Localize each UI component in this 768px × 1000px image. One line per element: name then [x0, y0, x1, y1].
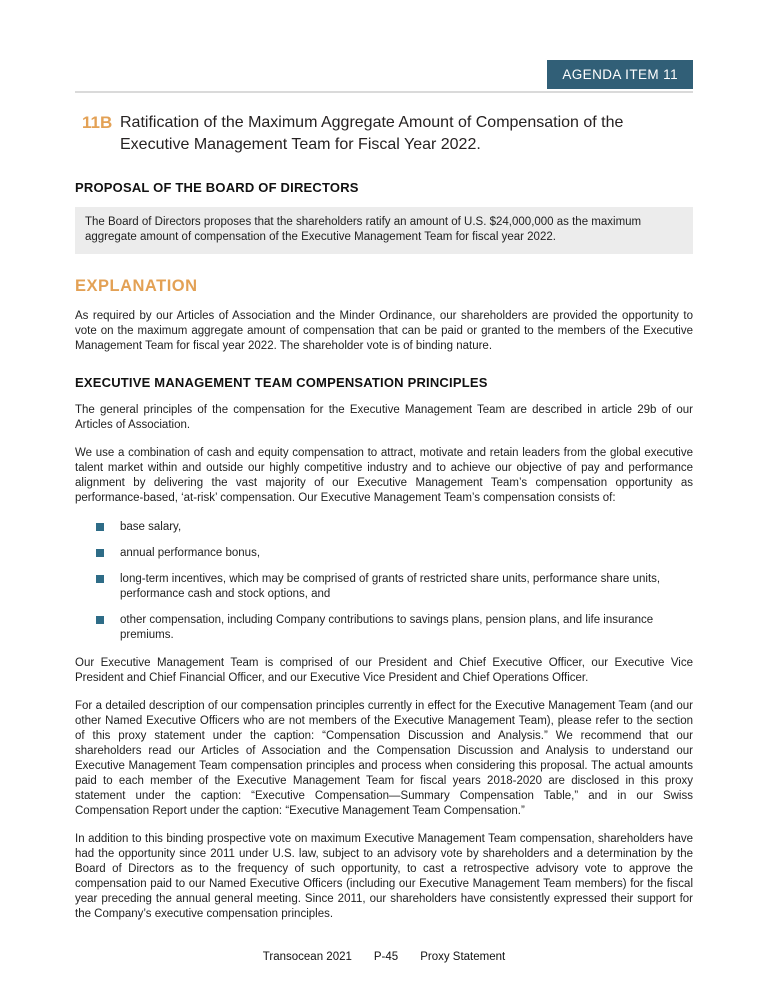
explanation-paragraph: As required by our Articles of Association and the Minder Ordinance, our shareholders are provided the opportunity to vote on the maximum aggregate amount of compensation that can be paid or granted to the members of the Executive Management Team for fiscal year 2022. The shareholder vote is of binding nature.: [75, 309, 693, 352]
square-bullet-icon: [96, 523, 104, 531]
proposal-number: 11B: [82, 112, 113, 132]
board-proposal-heading: PROPOSAL OF THE BOARD OF DIRECTORS: [75, 179, 359, 195]
square-bullet-icon: [96, 549, 104, 557]
explanation-heading: EXPLANATION: [75, 276, 198, 295]
header-divider: [75, 91, 693, 93]
board-proposal-box: The Board of Directors proposes that the shareholders ratify an amount of U.S. $24,000,000 as the maximum aggregate amount of compensation of the Executive Management Team for fiscal year 2022.: [75, 207, 693, 254]
principles-heading: EXECUTIVE MANAGEMENT TEAM COMPENSATION PRINCIPLES: [75, 374, 488, 390]
square-bullet-icon: [96, 616, 104, 624]
proposal-title: [75, 112, 693, 156]
list-item-text: long-term incentives, which may be comprised of grants of restricted share units, performance share units, performance cash and stock options, and: [120, 572, 661, 600]
compensation-components-list: [75, 520, 693, 643]
principles-paragraph-1: The general principles of the compensation for the Executive Management Team are described in article 29b of our Articles of Association.: [75, 403, 693, 431]
agenda-item-badge: AGENDA ITEM 11: [547, 60, 693, 89]
list-item: [96, 572, 693, 602]
proposal-title-text: Ratification of the Maximum Aggregate Amount of Compensation of the Executive Management Team for Fiscal Year 2022.: [120, 113, 624, 153]
list-item-text: base salary,: [120, 520, 182, 533]
list-item-text: annual performance bonus,: [120, 546, 261, 559]
footer-document-label: Proxy Statement: [420, 951, 506, 963]
footer-company: Transocean 2021: [262, 951, 352, 963]
footer-page-number: P-45: [373, 951, 399, 963]
list-item-text: other compensation, including Company contributions to savings plans, pension plans, and life insurance premiums.: [120, 613, 654, 641]
principles-paragraph-4: For a detailed description of our compensation principles currently in effect for the Executive Management Team (and our other Named Executive Officers who are not members of the Executive Management Team), please refer to the section of this proxy statement under the caption: “Compensation Discussion and Analysis.” We recommend that our shareholders read our Articles of Association and the Compensation Discussion and Analysis to understand our Executive Management Team compensation principles and process when considering this proposal. The actual amounts paid to each member of the Executive Management Team for fiscal years 2018-2020 are disclosed in this proxy statement under the caption: “Executive Compensation—Summary Compensation Table,” and in our Swiss Compensation Report under the caption: “Executive Management Team Compensation.”: [75, 699, 693, 817]
page-content: [75, 0, 693, 922]
page-header: [75, 0, 693, 89]
page-footer: [0, 951, 768, 963]
principles-paragraph-3: Our Executive Management Team is comprised of our President and Chief Executive Officer, our Executive Vice President and Chief Financial Officer, and our Executive Vice President and Chief Operations Officer.: [75, 656, 693, 684]
list-item: [96, 520, 693, 535]
list-item: [96, 613, 693, 643]
list-item: [96, 546, 693, 561]
principles-paragraph-5: In addition to this binding prospective vote on maximum Executive Management Team compensation, shareholders have had the opportunity since 2011 under U.S. law, subject to an advisory vote by shareholders and a determination by the Board of Directors as to the frequency of such opportunity, to cast a retrospective advisory vote to approve the compensation paid to our Named Executive Officers (including our Executive Management Team members) for the fiscal year preceding the annual general meeting. Since 2011, our shareholders have consistently expressed their support for the Company’s executive compensation principles.: [75, 832, 693, 920]
principles-paragraph-2: We use a combination of cash and equity compensation to attract, motivate and retain leaders from the global executive talent market within and outside our highly competitive industry and to achieve our objective of pay and performance alignment by delivering the vast majority of our Executive Management Team’s compensation opportunity as performance-based, ‘at-risk’ compensation. Our Executive Management Team’s compensation consists of:: [75, 446, 693, 504]
square-bullet-icon: [96, 575, 104, 583]
